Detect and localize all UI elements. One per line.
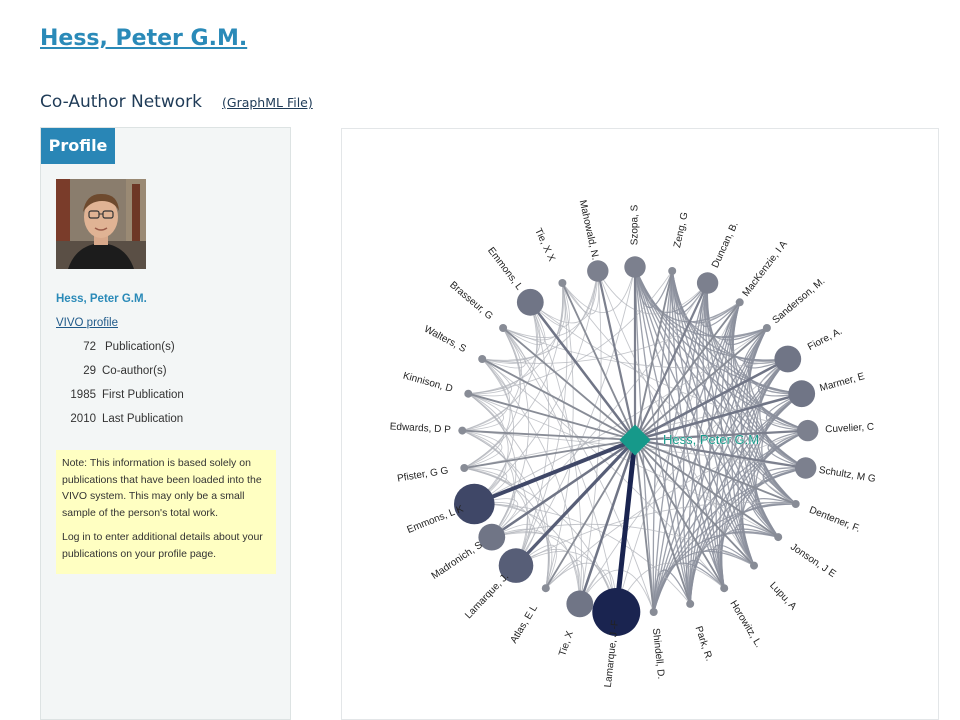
coauthor-node[interactable] [566, 591, 593, 618]
coauthor-label[interactable]: Zeng, G [672, 211, 691, 249]
coauthor-node[interactable] [478, 355, 486, 363]
avatar [56, 179, 146, 269]
coauthor-link [462, 328, 520, 431]
coauthor-node[interactable] [517, 289, 544, 316]
section-title: Co-Author Network [40, 92, 202, 112]
coauthor-label[interactable]: Lupu, A [767, 580, 799, 613]
coauthor-node[interactable] [558, 279, 566, 287]
profile-name: Hess, Peter G.M. [56, 293, 147, 305]
coauthor-label[interactable]: Marmer, E [818, 371, 866, 395]
coauthor-node[interactable] [499, 324, 507, 332]
coauthor-node[interactable] [788, 380, 815, 407]
coauthor-label[interactable]: Walters, S [422, 323, 468, 355]
coauthor-network-graph [341, 128, 939, 720]
info-note [56, 450, 276, 574]
coauthor-label[interactable]: Cuvelier, C [824, 421, 875, 436]
vivo-profile-link[interactable]: VIVO profile [56, 317, 118, 329]
coauthor-node[interactable] [736, 298, 744, 306]
coauthor-label[interactable]: Sanderson, M. [770, 275, 828, 327]
stat-value: 1985 [70, 389, 96, 401]
coauthor-node[interactable] [686, 600, 694, 608]
stat-value: 2010 [70, 413, 96, 425]
coauthor-node[interactable] [763, 324, 771, 332]
coauthor-label[interactable]: Jonson, J E [788, 541, 838, 581]
coauthor-label[interactable]: Atlas, E L [508, 603, 541, 646]
stat-label: Publication(s) [105, 341, 175, 353]
coauthor-link [690, 532, 778, 604]
network-svg [342, 129, 938, 719]
stat-value: 29 [83, 365, 96, 377]
center-node-label[interactable]: Hess, Peter G.M [663, 432, 760, 447]
coauthor-label[interactable]: Shindell, D. [649, 627, 667, 680]
coauthor-label[interactable]: Dentener, F. [807, 504, 862, 535]
coauthor-node[interactable] [460, 464, 468, 472]
page-title[interactable]: Hess, Peter G.M. [40, 26, 248, 51]
coauthor-label[interactable]: Tie, X [557, 629, 576, 658]
coauthor-label[interactable]: Tie, X X [532, 226, 557, 264]
graphml-file-link[interactable]: (GraphML File) [222, 95, 313, 110]
profile-tab[interactable]: Profile [41, 128, 115, 164]
stat-label: Co-author(s) [102, 365, 167, 377]
coauthor-node[interactable] [587, 260, 608, 281]
stat-value: 72 [83, 341, 96, 353]
coauthor-label[interactable]: Mahowald, N. [576, 198, 601, 262]
coauthor-node[interactable] [774, 346, 801, 373]
note-text: Note: This information is based solely on publications that have been loaded into the VIVO system. This may only be a small sample of the person's total work. [62, 457, 262, 519]
coauthor-node[interactable] [668, 267, 676, 275]
coauthor-node[interactable] [464, 390, 472, 398]
coauthor-node[interactable] [697, 272, 718, 293]
coauthor-node[interactable] [792, 500, 800, 508]
center-link [482, 359, 635, 440]
coauthor-node[interactable] [774, 533, 782, 541]
coauthor-label[interactable]: Horowitz, L. [727, 598, 764, 650]
coauthor-label[interactable]: Fiore, A. [806, 325, 845, 354]
coauthor-label[interactable]: Lamarque, J. [463, 571, 512, 622]
profile-panel [40, 127, 291, 720]
coauthor-label[interactable]: Lamarque, J -F [602, 619, 622, 689]
coauthor-label[interactable]: Park, R. [692, 624, 715, 663]
note-login-text: Log in to enter additional details about your publications on your profile page. [62, 531, 263, 560]
stat-label: First Publication [102, 389, 184, 401]
coauthor-label[interactable]: Pfister, G G [396, 465, 450, 485]
coauthor-node[interactable] [795, 457, 816, 478]
coauthor-node[interactable] [624, 256, 645, 277]
coauthor-label[interactable]: Madronich, S [429, 539, 485, 582]
coauthor-label[interactable]: Duncan, B. [710, 220, 741, 270]
coauthor-node[interactable] [458, 427, 466, 435]
coauthor-label[interactable]: Emmons, L [485, 245, 525, 293]
coauthor-label[interactable]: MacKenzie, I A [740, 238, 790, 299]
coauthor-node[interactable] [720, 584, 728, 592]
coauthor-node[interactable] [750, 562, 758, 570]
coauthor-label[interactable]: Emmons, L K [405, 503, 466, 536]
coauthor-label[interactable]: Kinnison, D [401, 370, 454, 395]
coauthor-label[interactable]: Brasseur, G [447, 279, 495, 323]
coauthor-label[interactable]: Edwards, D P [389, 421, 452, 436]
coauthor-label[interactable]: Szopa, S [629, 204, 641, 246]
coauthor-node[interactable] [797, 420, 818, 441]
coauthor-node[interactable] [542, 584, 550, 592]
coauthor-label[interactable]: Schultz, M G [818, 464, 877, 485]
coauthor-node[interactable] [650, 608, 658, 616]
stat-label: Last Publication [102, 413, 184, 425]
